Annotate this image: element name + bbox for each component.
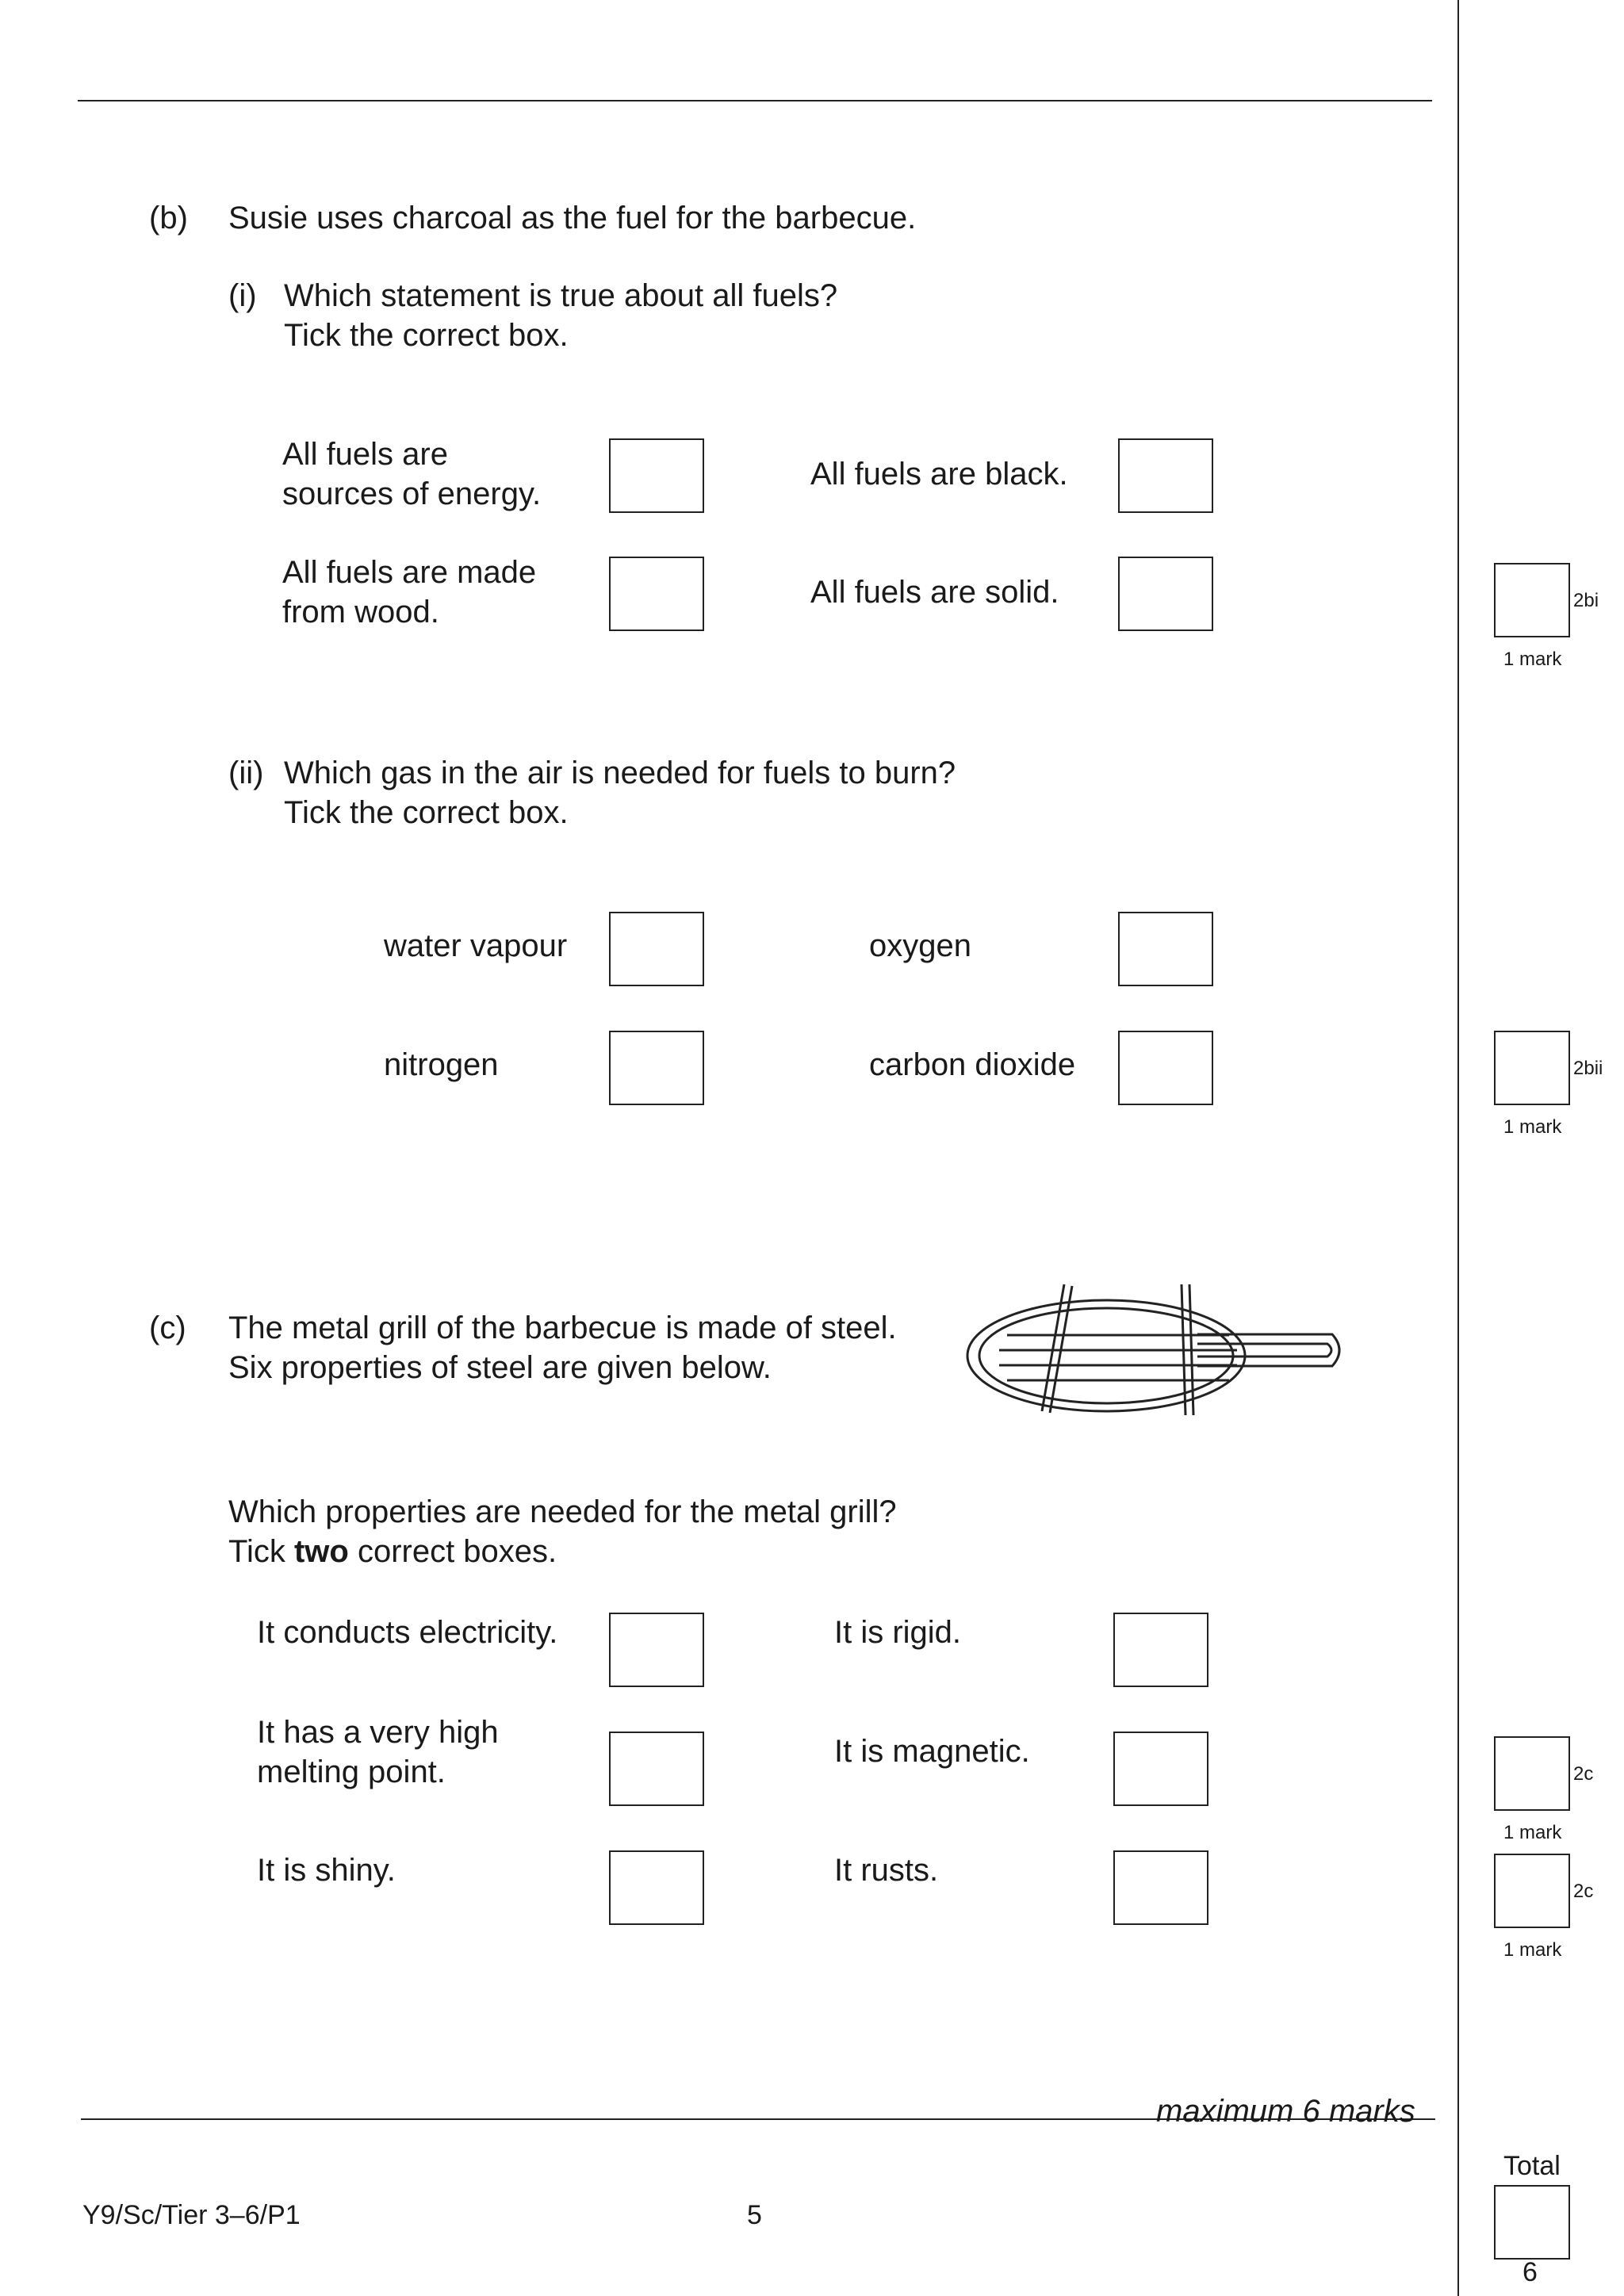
- tick-box-c-2[interactable]: [1113, 1613, 1208, 1687]
- mark-text-2c-1: 1 mark: [1503, 1822, 1562, 1843]
- part-b-intro: Susie uses charcoal as the fuel for the barbecue.: [228, 201, 917, 235]
- option-bii-1-label: water vapour: [384, 928, 568, 963]
- mark-code-2c-1: 2c: [1573, 1763, 1594, 1785]
- top-rule: [78, 100, 1432, 101]
- tick-box-c-6[interactable]: [1113, 1850, 1208, 1925]
- option-bii-2-label: oxygen: [869, 928, 971, 963]
- option-c-4-label: It is magnetic.: [834, 1734, 1030, 1769]
- option-bi-4-label: All fuels are solid.: [810, 575, 1059, 610]
- option-c-2-label: It is rigid.: [834, 1615, 962, 1650]
- part-c-question: Which properties are needed for the metal grill?: [228, 1494, 897, 1529]
- mark-text-2bii: 1 mark: [1503, 1116, 1562, 1138]
- option-c-1-label: It conducts electricity.: [257, 1615, 558, 1650]
- tick-box-bii-3[interactable]: [609, 1031, 704, 1105]
- maximum-marks: maximum 6 marks: [1156, 2094, 1415, 2129]
- barbecue-grill-illustration: [944, 1269, 1372, 1451]
- margin-rule: [1457, 0, 1459, 2296]
- tick-box-c-5[interactable]: [609, 1850, 704, 1925]
- part-c-instruction: Tick two correct boxes.: [228, 1534, 557, 1569]
- option-bii-4-label: carbon dioxide: [869, 1047, 1076, 1082]
- page-number: 5: [747, 2200, 762, 2230]
- question-bi-instruction: Tick the correct box.: [284, 318, 569, 353]
- tick-box-c-3[interactable]: [609, 1732, 704, 1806]
- tick-box-bii-1[interactable]: [609, 912, 704, 986]
- option-bi-1-label: All fuels are sources of energy.: [282, 437, 542, 511]
- tick-box-c-1[interactable]: [609, 1613, 704, 1687]
- mark-box-2bi[interactable]: [1494, 563, 1570, 637]
- part-c-label: (c): [149, 1311, 186, 1345]
- option-c-5-label: It is shiny.: [257, 1853, 396, 1888]
- question-bi-text: Which statement is true about all fuels?: [284, 278, 838, 313]
- mark-box-2c-1[interactable]: [1494, 1736, 1570, 1811]
- option-bi-2-label: All fuels are black.: [810, 457, 1068, 492]
- mark-box-2c-2[interactable]: [1494, 1854, 1570, 1928]
- part-b-label: (b): [149, 201, 188, 235]
- option-c-6-label: It rusts.: [834, 1853, 939, 1888]
- tick-box-bii-4[interactable]: [1118, 1031, 1213, 1105]
- mark-code-2bii: 2bii: [1573, 1058, 1603, 1079]
- tick-box-bii-2[interactable]: [1118, 912, 1213, 986]
- tick-box-bi-2[interactable]: [1118, 438, 1213, 513]
- mark-text-2bi: 1 mark: [1503, 649, 1562, 670]
- part-c-intro-2: Six properties of steel are given below.: [228, 1350, 772, 1385]
- paper-code: Y9/Sc/Tier 3–6/P1: [82, 2200, 301, 2230]
- question-bii-instruction: Tick the correct box.: [284, 795, 569, 830]
- question-bii-text: Which gas in the air is needed for fuels to burn?: [284, 756, 956, 790]
- tick-box-bi-4[interactable]: [1118, 557, 1213, 631]
- mark-code-2bi: 2bi: [1573, 590, 1599, 611]
- option-c-3-label: It has a very high melting point.: [257, 1715, 499, 1789]
- option-bii-3-label: nitrogen: [384, 1047, 499, 1082]
- total-box[interactable]: [1494, 2185, 1570, 2260]
- question-bii-label: (ii): [228, 756, 264, 790]
- option-bi-3-label: All fuels are made from wood.: [282, 555, 537, 629]
- total-label: Total: [1503, 2151, 1561, 2181]
- tick-box-bi-1[interactable]: [609, 438, 704, 513]
- question-bi-label: (i): [228, 278, 257, 313]
- total-value: 6: [1522, 2257, 1538, 2287]
- part-c-intro-1: The metal grill of the barbecue is made of steel.: [228, 1311, 897, 1345]
- mark-box-2bii[interactable]: [1494, 1031, 1570, 1105]
- tick-box-c-4[interactable]: [1113, 1732, 1208, 1806]
- tick-box-bi-3[interactable]: [609, 557, 704, 631]
- mark-text-2c-2: 1 mark: [1503, 1939, 1562, 1961]
- mark-code-2c-2: 2c: [1573, 1881, 1594, 1902]
